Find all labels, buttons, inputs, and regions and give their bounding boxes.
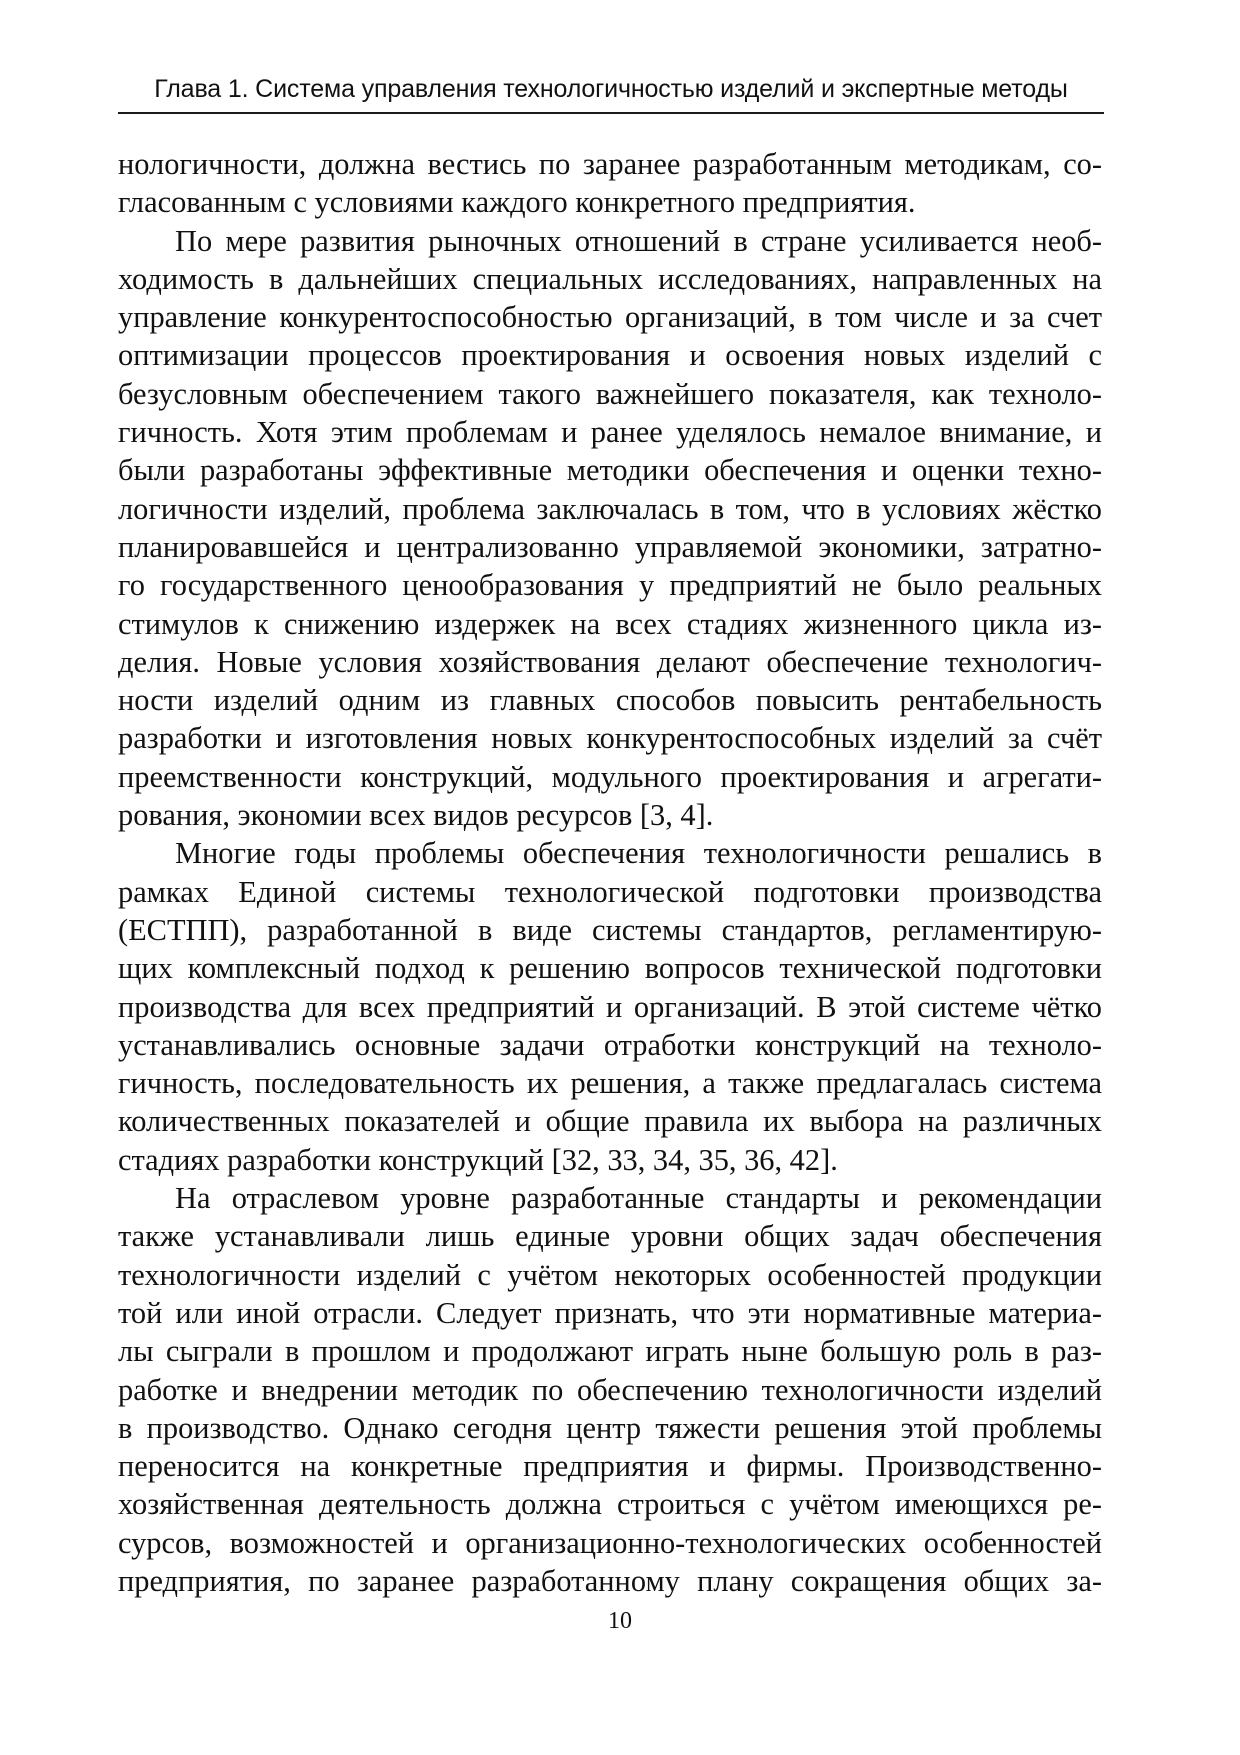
- text-line: планировавшейся и централизованно управляемой экономики, затратно-: [118, 529, 1102, 564]
- text-line: устанавливались основные задачи отработки конструкций на техноло-: [118, 1027, 1102, 1062]
- text-line: гласованным с условиями каждого конкретного предприятия.: [118, 185, 916, 220]
- text-line: в производство. Однако сегодня центр тяжести решения этой проблемы: [118, 1410, 1102, 1445]
- body-text: [118, 145, 1102, 1600]
- text-line: лы сыграли в прошлом и продолжают играть ныне большую роль в раз-: [118, 1334, 1102, 1369]
- text-line: Многие годы проблемы обеспечения технологичности решались в: [175, 836, 1102, 871]
- text-line: количественных показателей и общие правила их выбора на различных: [118, 1104, 1102, 1139]
- text-line: ности изделий одним из главных способов повысить рентабельность: [118, 683, 1102, 718]
- text-line: безусловным обеспечением такого важнейшего показателя, как техноло-: [118, 376, 1102, 411]
- paragraph-industry-level: [118, 1179, 1102, 1600]
- text-line: рования, экономии всех видов ресурсов [3, 4].: [118, 798, 714, 833]
- text-line: разработки и изготовления новых конкурентоспособных изделий за счёт: [118, 721, 1102, 756]
- text-line: На отраслевом уровне разработанные стандарты и рекомендации: [175, 1181, 1102, 1216]
- text-line: По мере развития рыночных отношений в стране усиливается необ-: [175, 223, 1102, 258]
- text-line: производства для всех предприятий и организаций. В этой системе чётко: [118, 989, 1102, 1024]
- page-number: 10: [608, 1608, 632, 1634]
- text-line: логичности изделий, проблема заключалась в том, что в условиях жёстко: [118, 491, 1102, 526]
- text-line: гичность, последовательность их решения, а также предлагалась система: [118, 1066, 1102, 1101]
- text-line: рамках Единой системы технологической подготовки производства: [118, 874, 1102, 909]
- text-line: оптимизации процессов проектирования и освоения новых изделий с: [118, 338, 1102, 373]
- text-line: переносится на конкретные предприятия и фирмы. Производственно-: [118, 1449, 1102, 1484]
- text-line: технологичности изделий с учётом некоторых особенностей продукции: [118, 1257, 1102, 1292]
- text-line: хозяйственная деятельность должна строиться с учётом имеющихся ре-: [118, 1487, 1102, 1522]
- text-line: преемственности конструкций, модульного проектирования и агрегати-: [118, 759, 1102, 794]
- text-line: стадиях разработки конструкций [32, 33, 34, 35, 36, 42].: [118, 1142, 838, 1177]
- text-line: управление конкурентоспособностью организаций, в том числе и за счет: [118, 300, 1102, 335]
- text-line: были разработаны эффективные методики обеспечения и оценки техно-: [118, 453, 1102, 488]
- text-line: щих комплексный подход к решению вопросов технической подготовки: [118, 951, 1102, 986]
- text-line: сурсов, возможностей и организационно-технологических особенностей: [118, 1525, 1102, 1560]
- paragraph-continuation: [118, 145, 1102, 222]
- paragraph-market-relations: [118, 222, 1102, 835]
- text-line: го государственного ценообразования у предприятий не было реальных: [118, 568, 1102, 603]
- text-line: гичность. Хотя этим проблемам и ранее уделялось немалое внимание, и: [118, 415, 1102, 450]
- text-line: ходимость в дальнейших специальных исследованиях, направленных на: [118, 261, 1102, 296]
- text-line: делия. Новые условия хозяйствования делают обеспечение технологич-: [118, 644, 1102, 679]
- text-line: также устанавливали лишь единые уровни общих задач обеспечения: [118, 1219, 1102, 1254]
- running-header: Глава 1. Система управления технологичностью изделий и экспертные методы: [154, 75, 1068, 103]
- text-line: работке и внедрении методик по обеспечению технологичности изделий: [118, 1372, 1102, 1407]
- text-line: нологичности, должна вестись по заранее разработанным методикам, со-: [118, 147, 1102, 181]
- header-rule: [118, 112, 1104, 114]
- paragraph-estpp: [118, 834, 1102, 1179]
- text-line: предприятия, по заранее разработанному плану сокращения общих за-: [118, 1563, 1102, 1598]
- text-line: той или иной отрасли. Следует признать, что эти нормативные материа-: [118, 1295, 1102, 1330]
- text-line: стимулов к снижению издержек на всех стадиях жизненного цикла из-: [118, 606, 1102, 641]
- text-line: (ЕСТПП), разработанной в виде системы стандартов, регламентирую-: [118, 912, 1102, 947]
